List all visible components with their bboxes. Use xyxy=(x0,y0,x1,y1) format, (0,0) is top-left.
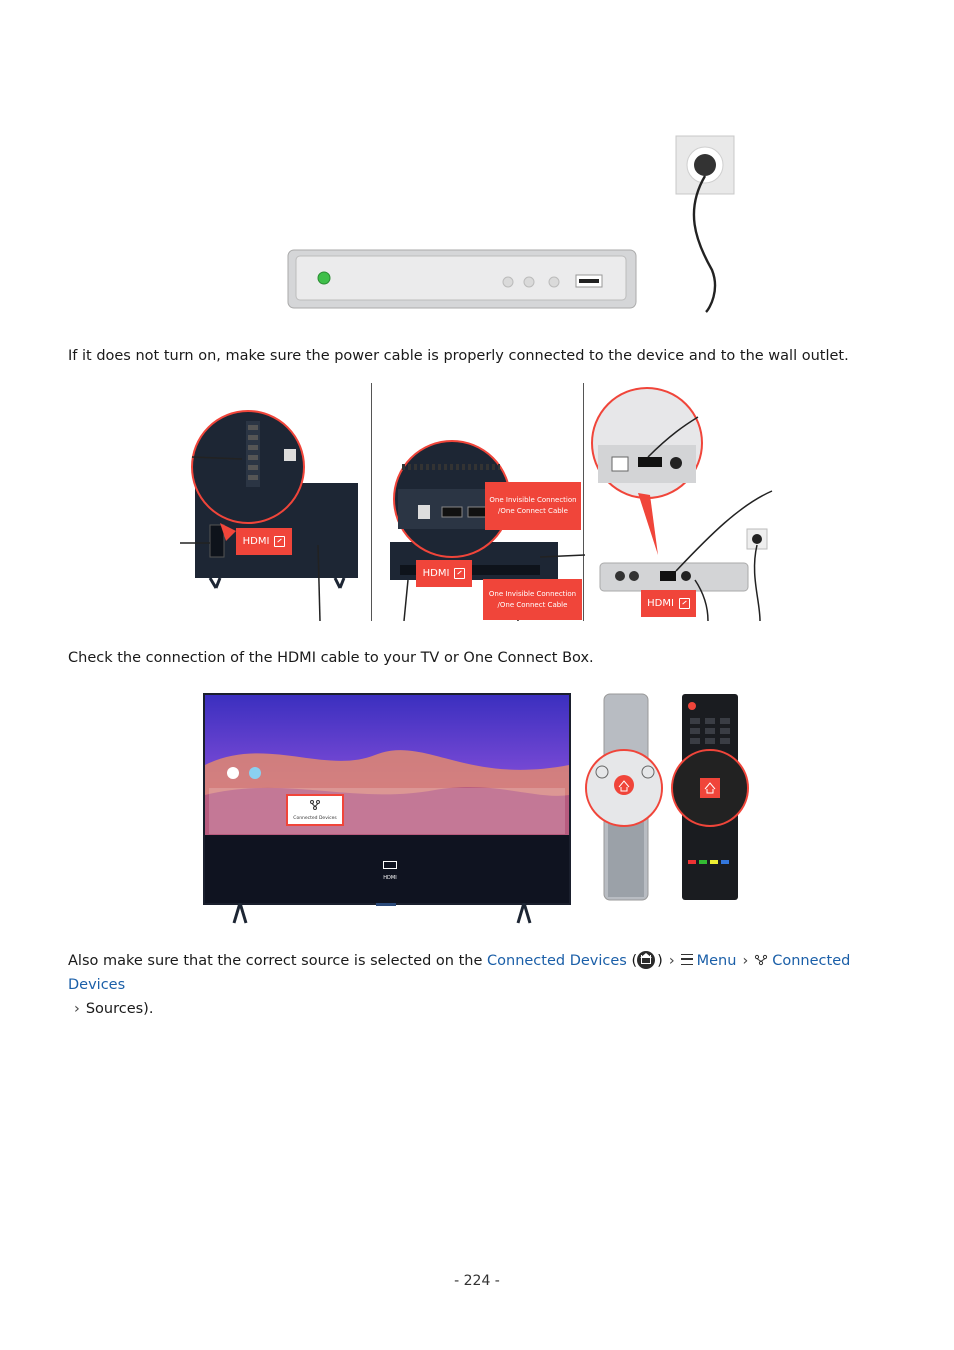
instruction-hdmi: Check the connection of the HDMI cable to your TV or One Connect Box. xyxy=(68,650,594,666)
hdmi-badge xyxy=(641,590,696,617)
path-menu[interactable]: Menu xyxy=(696,953,737,969)
path-connected-devices-2[interactable]: Connected Devices xyxy=(68,953,851,993)
smart-remote-illustration xyxy=(584,692,664,902)
path-connected-devices[interactable]: Connected Devices xyxy=(487,953,627,969)
connected-devices-icon xyxy=(754,954,768,966)
callout-line2: /One Connect Cable xyxy=(498,507,568,515)
external-device-illustration xyxy=(590,385,780,621)
instruction-source-prefix: Also make sure that the correct source is selected on the xyxy=(68,953,488,969)
hdmi-icon xyxy=(383,861,397,869)
tv-stand xyxy=(230,903,550,925)
callout-line1: One Invisible Connection xyxy=(488,589,577,598)
one-connect-callout-top xyxy=(485,482,581,530)
chevron-right-icon: › xyxy=(668,953,675,969)
hdmi-badge xyxy=(236,528,292,555)
tile-label: Connected Devices xyxy=(293,816,337,821)
hdmi-badge-label: HDMI xyxy=(242,536,270,547)
callout-line2: /One Connect Cable xyxy=(497,600,568,609)
panel-divider xyxy=(371,383,372,621)
menu-icon xyxy=(681,954,693,965)
source-label: HDMI xyxy=(383,875,397,881)
standard-remote-illustration xyxy=(668,692,756,902)
hdmi-icon xyxy=(679,598,690,609)
paren-open: ( xyxy=(626,953,638,969)
tv-screen xyxy=(203,693,571,905)
tv-back-illustration xyxy=(180,405,370,621)
hdmi-badge-label: HDMI xyxy=(647,598,674,609)
hdmi-source-item[interactable] xyxy=(373,857,407,887)
hdmi-badge-label: HDMI xyxy=(422,568,450,579)
callout-line1: One Invisible Connection xyxy=(489,496,577,504)
instruction-source: Also make sure that the correct source is selected on the Connected Devices ( ) › Menu › Connected Devices › Sources). xyxy=(68,953,851,1017)
hdmi-badge xyxy=(416,560,472,587)
hdmi-icon xyxy=(274,536,285,547)
instruction-power: If it does not turn on, make sure the power cable is properly connected to the device and to the wall outlet. xyxy=(68,348,849,364)
chevron-right-icon: › xyxy=(742,953,749,969)
connected-devices-icon xyxy=(309,799,321,811)
path-sources: Sources). xyxy=(85,1001,154,1017)
home-icon xyxy=(637,951,655,969)
hdmi-icon xyxy=(454,568,465,579)
chevron-right-icon: › xyxy=(74,1001,80,1017)
power-illustration xyxy=(280,130,750,315)
one-connect-callout-bottom xyxy=(483,579,582,620)
page-number: - 224 - xyxy=(454,1273,500,1289)
